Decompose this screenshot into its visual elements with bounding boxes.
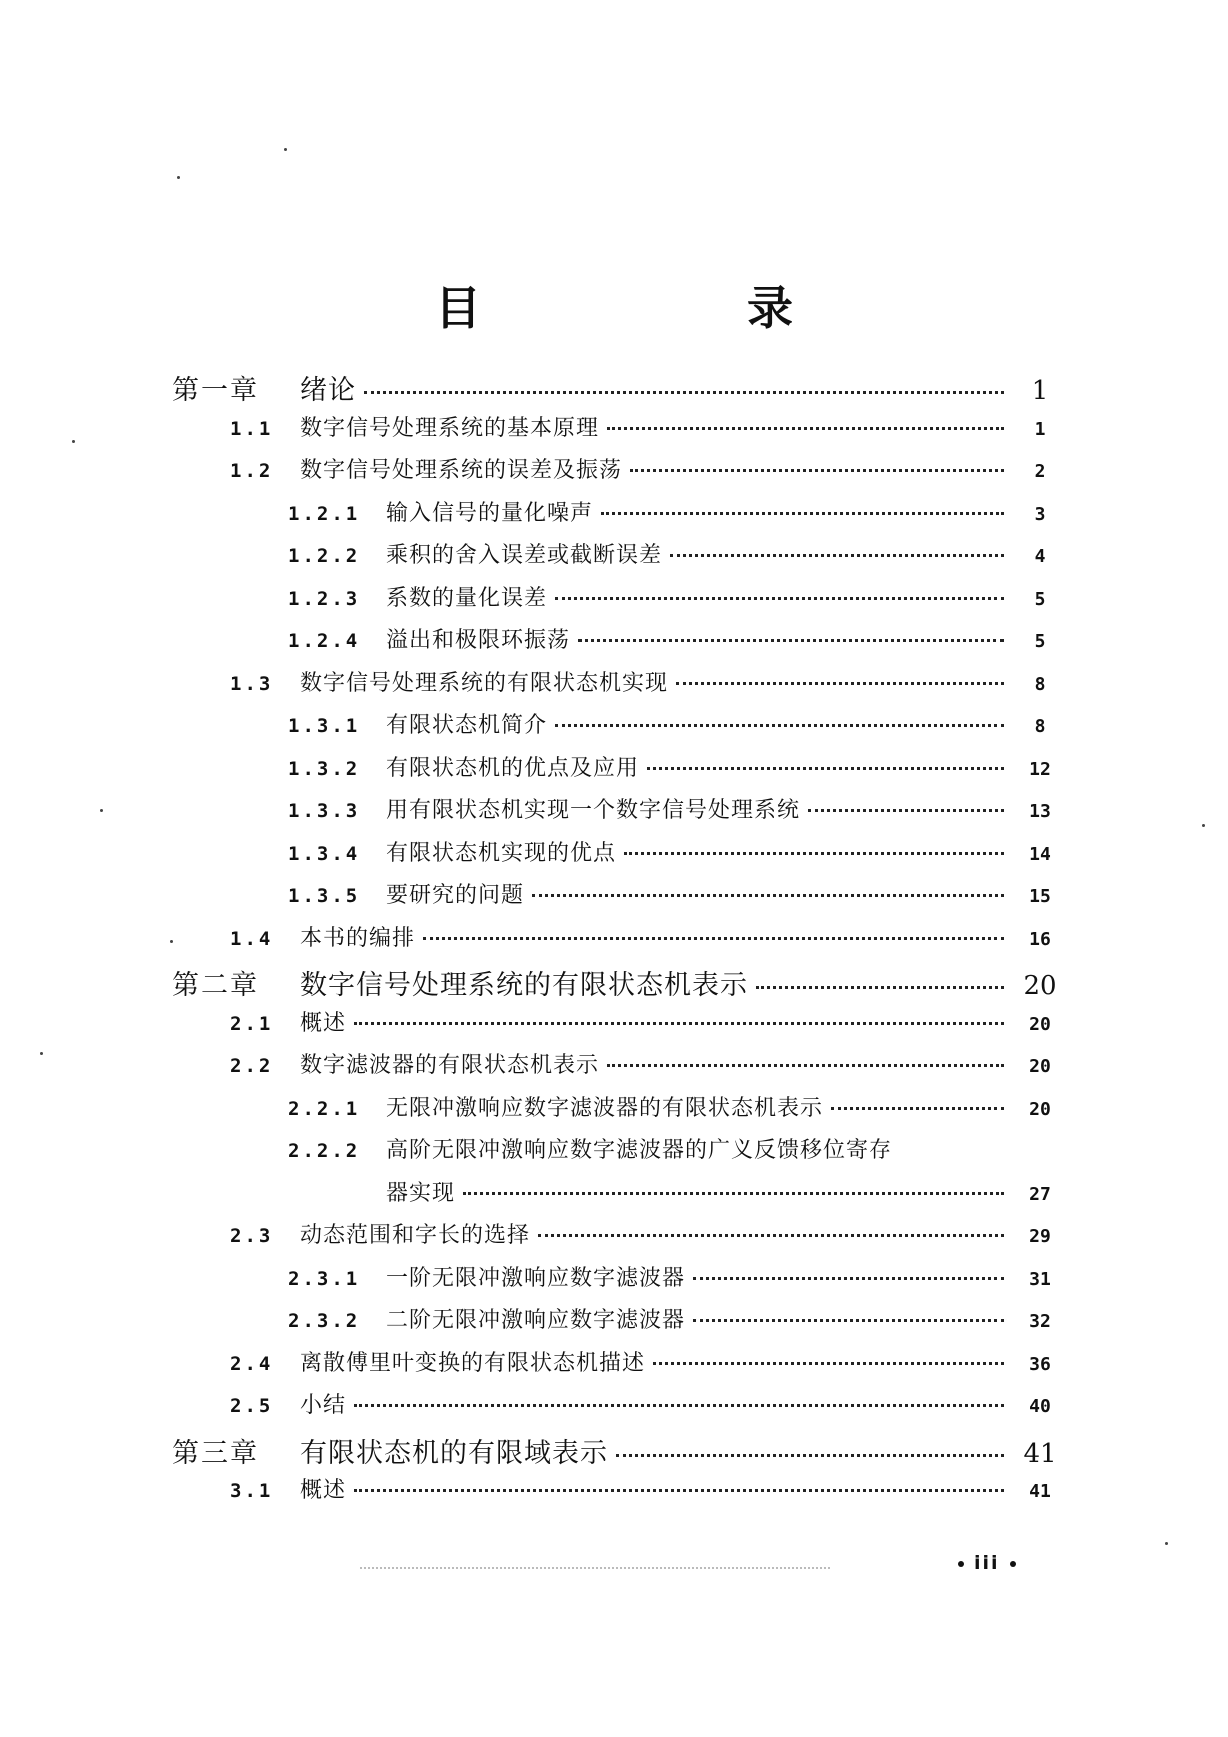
dot-leader [364, 391, 1004, 394]
dot-leader [538, 1234, 1004, 1237]
toc-page-number: 2 [1034, 461, 1046, 482]
toc-number: 1.2.4 [288, 630, 361, 652]
toc-row [172, 1388, 1062, 1431]
toc-page-number: 32 [1029, 1311, 1051, 1332]
toc-row [172, 1473, 1062, 1516]
toc-title: 无限冲激响应数字滤波器的有限状态机表示 [386, 1095, 824, 1121]
toc-number: 1.4 [230, 927, 274, 950]
toc-row [172, 921, 1062, 964]
toc-title: 动态范围和字长的选择 [300, 1223, 531, 1248]
toc-title: 数字信号处理系统的误差及振荡 [300, 458, 623, 483]
dot-leader [607, 427, 1004, 430]
dot-leader [670, 554, 1004, 557]
scan-speck [170, 940, 173, 943]
toc-title: 乘积的舍入误差或截断误差 [386, 543, 663, 568]
toc-page-number: 8 [1034, 673, 1046, 695]
toc-title: 系数的量化误差 [386, 585, 548, 611]
toc-title: 数字信号处理系统的有限状态机表示 [300, 970, 748, 1001]
toc-number: 3.1 [230, 1480, 274, 1502]
toc-row [172, 538, 1062, 581]
toc-row [172, 666, 1062, 709]
scan-speck [177, 176, 180, 179]
toc-title: 输入信号的量化噪声 [386, 500, 594, 526]
scan-speck [72, 440, 75, 443]
toc-number: 1.3 [230, 672, 274, 695]
toc-row [172, 793, 1062, 836]
toc-number: 1.3.1 [288, 715, 361, 737]
toc-title: 二阶无限冲激响应数字滤波器 [386, 1308, 686, 1333]
scan-speck [100, 809, 103, 812]
toc-row [172, 1176, 1062, 1219]
toc-number: 1.2 [230, 460, 274, 482]
toc-row [172, 836, 1062, 879]
dot-leader [354, 1022, 1004, 1025]
scan-speck [40, 1052, 43, 1055]
toc-row [172, 1048, 1062, 1091]
toc-page-number: 20 [1029, 1056, 1051, 1077]
toc-page-number: 31 [1029, 1268, 1051, 1290]
toc-title: 概述 [300, 1478, 347, 1503]
dot-leader [532, 894, 1004, 897]
toc-row [172, 1218, 1062, 1261]
scan-speck [1165, 1542, 1168, 1545]
toc-number: 1.3.3 [288, 800, 361, 822]
toc-row [172, 1091, 1062, 1134]
toc-number: 2.3.1 [288, 1267, 361, 1290]
toc-row [172, 1303, 1062, 1346]
scan-speck [1202, 824, 1205, 827]
toc-row [172, 496, 1062, 539]
folio-dot-left [958, 1561, 964, 1567]
dot-leader [808, 809, 1004, 812]
toc-title: 小结 [300, 1393, 347, 1418]
toc-title: 用有限状态机实现一个数字信号处理系统 [386, 798, 801, 823]
dot-leader [653, 1362, 1004, 1365]
dot-leader [676, 682, 1004, 685]
dot-leader [354, 1489, 1004, 1492]
toc-title: 要研究的问题 [386, 883, 525, 908]
toc-row [172, 963, 1062, 1006]
toc-number: 第三章 [172, 1437, 259, 1469]
toc-row [172, 1346, 1062, 1389]
toc-row [172, 708, 1062, 751]
toc-row [172, 453, 1062, 496]
toc-page-number: 14 [1029, 843, 1051, 865]
toc-row [172, 878, 1062, 921]
toc-number: 第一章 [172, 375, 259, 406]
toc-page-number: 1 [1034, 418, 1046, 440]
toc-title: 绪论 [300, 375, 356, 406]
toc-title: 数字信号处理系统的有限状态机实现 [300, 670, 669, 696]
toc-page-number: 3 [1034, 503, 1046, 525]
folio-dot-right [1010, 1561, 1016, 1567]
toc-number: 2.2 [230, 1055, 274, 1077]
dot-leader [647, 767, 1004, 770]
dot-leader [624, 852, 1004, 855]
table-of-contents [172, 368, 1062, 1516]
toc-title: 本书的编排 [300, 925, 416, 951]
toc-page-number: 40 [1029, 1396, 1051, 1417]
toc-title: 数字滤波器的有限状态机表示 [300, 1053, 600, 1078]
folio-number: iii [974, 1552, 1000, 1574]
dot-leader [831, 1107, 1004, 1110]
toc-title: 离散傅里叶变换的有限状态机描述 [300, 1350, 646, 1376]
toc-number: 2.2.2 [288, 1140, 361, 1162]
toc-page-number: 29 [1029, 1226, 1051, 1247]
toc-page-number: 5 [1034, 588, 1046, 610]
toc-page-number: 15 [1029, 886, 1051, 907]
toc-title: 有限状态机简介 [386, 713, 548, 738]
dot-leader [601, 512, 1004, 515]
toc-row [172, 368, 1062, 411]
toc-row [172, 1006, 1062, 1049]
toc-title: 高阶无限冲激响应数字滤波器的广义反馈移位寄存 [386, 1138, 893, 1163]
toc-page-number: 1 [1031, 376, 1049, 406]
toc-row [172, 411, 1062, 454]
toc-number: 2.1 [230, 1012, 274, 1035]
toc-title: 一阶无限冲激响应数字滤波器 [386, 1265, 686, 1291]
toc-number: 2.2.1 [288, 1097, 361, 1120]
toc-number: 1.2.1 [288, 502, 361, 525]
toc-page-number: 20 [1029, 1013, 1051, 1035]
toc-number: 1.3.2 [288, 757, 361, 780]
toc-number: 1.2.3 [288, 587, 361, 610]
scan-speck [284, 148, 287, 151]
dot-leader [616, 1454, 1004, 1457]
toc-number: 第二章 [172, 970, 259, 1001]
toc-row [172, 751, 1062, 794]
toc-page-number: 41 [1023, 1438, 1057, 1469]
toc-page-number: 20 [1023, 971, 1057, 1001]
toc-number: 2.3 [230, 1225, 274, 1247]
toc-title: 数字信号处理系统的基本原理 [300, 415, 600, 441]
toc-page-number: 36 [1029, 1353, 1051, 1375]
toc-number: 2.5 [230, 1395, 274, 1417]
dot-leader [423, 937, 1004, 940]
dot-leader [693, 1319, 1004, 1322]
toc-number: 1.3.4 [288, 842, 361, 865]
scan-artifact-line [360, 1567, 830, 1569]
toc-page-number: 41 [1029, 1481, 1051, 1502]
toc-row [172, 1261, 1062, 1304]
toc-row [172, 1133, 1062, 1176]
dot-leader [756, 986, 1004, 989]
dot-leader [693, 1277, 1004, 1280]
dot-leader [555, 597, 1004, 600]
dot-leader [463, 1192, 1004, 1195]
toc-title: 有限状态机实现的优点 [386, 840, 617, 866]
toc-page-number: 12 [1029, 758, 1051, 780]
toc-page-number: 27 [1029, 1183, 1051, 1205]
toc-page-number: 8 [1034, 716, 1046, 737]
toc-page-number: 4 [1034, 546, 1046, 567]
toc-title: 有限状态机的优点及应用 [386, 755, 640, 781]
toc-number: 2.4 [230, 1352, 274, 1375]
toc-number: 1.1 [230, 417, 274, 440]
toc-number: 2.3.2 [288, 1310, 361, 1332]
toc-row [172, 581, 1062, 624]
toc-page-number: 20 [1029, 1098, 1051, 1120]
toc-number: 1.3.5 [288, 885, 361, 907]
page-folio [948, 1552, 1026, 1574]
dot-leader [630, 469, 1004, 472]
dot-leader [607, 1064, 1004, 1067]
toc-title: 溢出和极限环振荡 [386, 628, 571, 653]
page-title: 目 录 [435, 281, 903, 335]
toc-row [172, 623, 1062, 666]
dot-leader [578, 639, 1004, 642]
dot-leader [354, 1404, 1004, 1407]
toc-page-number: 5 [1034, 631, 1046, 652]
toc-page-number: 13 [1029, 801, 1051, 822]
toc-row [172, 1431, 1062, 1474]
toc-title: 有限状态机的有限域表示 [300, 1437, 608, 1469]
dot-leader [555, 724, 1004, 727]
toc-title: 概述 [300, 1010, 347, 1036]
toc-page-number: 16 [1029, 928, 1051, 950]
toc-title: 器实现 [386, 1180, 456, 1206]
toc-number: 1.2.2 [288, 545, 361, 567]
